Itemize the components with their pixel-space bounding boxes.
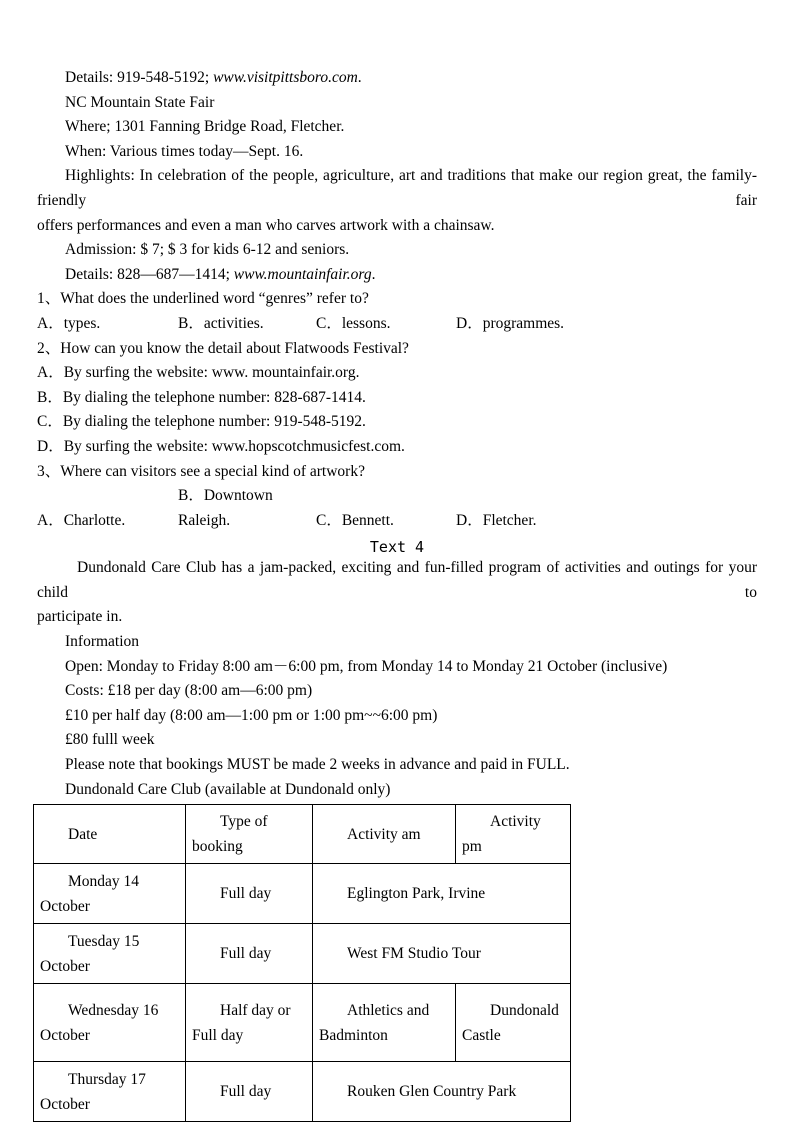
header-type-of-booking (186, 805, 313, 864)
cell-text-line: Date (68, 825, 98, 843)
question-1-option-c: C．lessons. (316, 314, 391, 332)
schedule-table (33, 804, 571, 1122)
question-1-option-a: A．types. (37, 314, 101, 332)
intro-line-2: participate in. (37, 608, 123, 626)
cell-text-line: Badminton (319, 1026, 388, 1044)
cost-full-day-line: Costs: £18 per day (8:00 am—6:00 pm) (65, 682, 313, 700)
cell-text-line: Full day (220, 885, 272, 903)
cell-activity-pm (456, 984, 571, 1062)
intro-line-1: Dundonald Care Club has a jam-packed, exciting and fun-filled program of activities and outings for your child to (37, 559, 757, 601)
question-3-stem: 3、Where can visitors see a special kind of artwork? (37, 462, 365, 480)
where-line: Where; 1301 Fanning Bridge Road, Fletcher. (65, 118, 345, 136)
table-row-tuesday (34, 924, 571, 984)
question-3-option-c: C．Bennett. (316, 511, 394, 529)
cell-text-line: October (40, 957, 90, 975)
table-header-row (34, 805, 571, 864)
cell-text-line: West FM Studio Tour (347, 945, 481, 963)
question-1-stem: 1、What does the underlined word “genres” refer to? (37, 290, 369, 308)
details-line-2 (37, 263, 757, 288)
cell-text-line: October (40, 897, 90, 915)
cell-text-line: Full day (220, 1083, 272, 1101)
cell-text-line: Eglington Park, Irvine (347, 885, 486, 903)
question-3-option-b: B．Downtown Raleigh. (178, 487, 273, 529)
question-2-option-a: A．By surfing the website: www. mountainfair.org. (37, 364, 360, 382)
cell-text-line: Type of (220, 813, 268, 831)
cell-activity (313, 864, 571, 924)
cell-date (34, 864, 186, 924)
cell-text-line: Dundonald (490, 1001, 559, 1019)
cell-date (34, 924, 186, 984)
details-line-1 (37, 66, 757, 91)
cell-text-line: Full day (192, 1026, 244, 1044)
table-row-thursday (34, 1062, 571, 1122)
cell-text-line: Tuesday 15 (68, 932, 140, 950)
cell-booking (186, 864, 313, 924)
cell-booking (186, 924, 313, 984)
cell-text-line: Castle (462, 1026, 501, 1044)
question-1-option-b: B．activities. (178, 314, 264, 332)
header-activity-pm (456, 805, 571, 864)
cell-text-line: Rouken Glen Country Park (347, 1083, 517, 1101)
cost-full-week-line: £80 fulll week (65, 731, 155, 749)
question-2-option-c: C．By dialing the telephone number: 919-548-5192. (37, 413, 366, 431)
cell-text-line: Activity am (347, 825, 421, 843)
cell-text-line: Wednesday 16 (68, 1001, 159, 1019)
highlights-line-2: offers performances and even a man who carves artwork with a chainsaw. (37, 216, 495, 234)
question-1-option-d: D．programmes. (456, 314, 565, 332)
cell-booking (186, 1062, 313, 1122)
cell-text-line: booking (192, 838, 243, 856)
question-2-option-d: D．By surfing the website: www.hopscotchmusicfest.com. (37, 437, 405, 455)
open-hours-line: Open: Monday to Friday 8:00 am－6:00 pm, from Monday 14 to Monday 21 October (inclusive) (65, 657, 668, 675)
admission-line: Admission: $ 7; $ 3 for kids 6-12 and seniors. (65, 241, 350, 259)
cell-text-line: October (40, 1095, 90, 1113)
highlights-line-1: Highlights: In celebration of the people, agriculture, art and traditions that make our region great, the family-friendly fair (37, 167, 757, 209)
question-3-option-d: D．Fletcher. (456, 511, 537, 529)
table-row-wednesday (34, 984, 571, 1062)
cell-text-line: Thursday 17 (68, 1070, 146, 1088)
website-link-visitpittsboro: www.visitpittsboro.com (213, 69, 358, 86)
cell-activity (313, 924, 571, 984)
details-1-prefix: Details: 919-548-5192; (65, 69, 214, 86)
highlights-paragraph (37, 164, 757, 238)
fair-name-line: NC Mountain State Fair (65, 93, 215, 111)
details-2-suffix: . (371, 265, 376, 283)
when-line: When: Various times today—Sept. 16. (65, 142, 304, 160)
cell-text-line: October (40, 1026, 90, 1044)
question-3-option-a: A．Charlotte. (37, 511, 126, 529)
text-4-heading: Text 4 (369, 538, 425, 557)
header-activity-am (313, 805, 456, 864)
question-2-option-b: B．By dialing the telephone number: 828-687-1414. (37, 388, 366, 406)
question-3-options (37, 484, 757, 533)
cell-text-line: Monday 14 (68, 872, 140, 890)
details-1-suffix: . (357, 69, 362, 86)
website-link-mountainfair: www.mountainfair.org (233, 265, 372, 283)
cell-booking (186, 984, 313, 1062)
booking-note-line: Please note that bookings MUST be made 2 weeks in advance and paid in FULL. (65, 756, 570, 774)
cost-half-day-line: £10 per half day (8:00 am—1:00 pm or 1:00 pm~~6:00 pm) (65, 706, 438, 724)
cell-activity (313, 1062, 571, 1122)
cell-text-line: Half day or (220, 1001, 291, 1019)
question-1-options (37, 312, 757, 337)
information-label: Information (65, 633, 140, 651)
cell-date (34, 1062, 186, 1122)
cell-text-line: Activity pm (462, 813, 541, 856)
cell-text-line: Athletics and (347, 1001, 430, 1019)
cell-date (34, 984, 186, 1062)
club-availability-line: Dundonald Care Club (available at Dundonald only) (65, 780, 391, 798)
text-4-intro-paragraph (37, 556, 757, 630)
question-2-stem: 2、How can you know the detail about Flatwoods Festival? (37, 339, 409, 357)
details-2-prefix: Details: 828—687—1414; (65, 265, 234, 283)
cell-activity-am (313, 984, 456, 1062)
header-date (34, 805, 186, 864)
cell-text-line: Full day (220, 945, 272, 963)
table-row-monday (34, 864, 571, 924)
